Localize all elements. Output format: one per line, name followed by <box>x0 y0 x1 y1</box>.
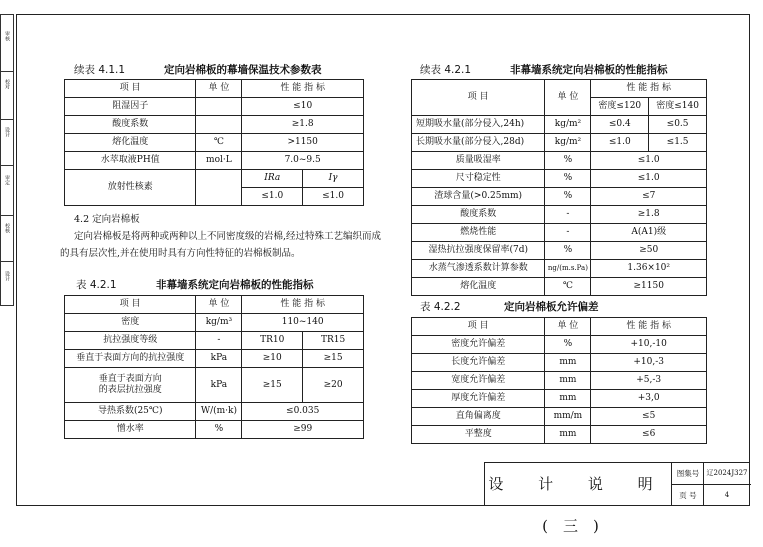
cell-value: ≤0.5 <box>649 116 707 134</box>
table-number: 续表 4.1.1 <box>74 64 126 76</box>
cell-unit: % <box>545 152 591 170</box>
cell-value: ≤1.0 <box>303 188 364 206</box>
strip-cell: 设计 <box>4 127 10 137</box>
table-411 <box>64 79 364 206</box>
cell-unit: kg/m² <box>545 134 591 152</box>
paragraph-line: 定向岩棉板是将两种或两种以上不同密度级的岩棉,经过特殊工艺编织而成 <box>74 231 382 242</box>
cell-item: 熔化温度 <box>65 134 196 152</box>
cell-value: +3,0 <box>591 390 707 408</box>
cell-unit: mm/m <box>545 408 591 426</box>
cell-value: TR10 <box>242 332 303 350</box>
cell-item: 酸度系数 <box>65 116 196 134</box>
cell-item: 密度 <box>65 314 196 332</box>
drawing-title: 设 计 说 明 (三) <box>485 463 672 505</box>
table-number: 续表 4.2.1 <box>420 64 472 76</box>
cell-unit <box>196 98 242 116</box>
cell-value: ≥1.8 <box>591 206 707 224</box>
table-caption: 定向岩棉板的幕墙保温技术参数表 <box>164 64 322 76</box>
cell-value: ≤1.0 <box>591 170 707 188</box>
page-number-label: 页 号 <box>673 485 704 506</box>
table-row <box>65 403 364 421</box>
table-422 <box>411 317 707 444</box>
table-row <box>65 314 364 332</box>
table-number: 表 4.2.1 <box>76 279 117 291</box>
cell-unit: ℃ <box>545 278 591 296</box>
cell-unit: % <box>545 170 591 188</box>
cell-unit: ℃ <box>196 134 242 152</box>
cell-value: ≤0.4 <box>591 116 649 134</box>
cell-value: TR15 <box>303 332 364 350</box>
cell-item: 质量吸湿率 <box>412 152 545 170</box>
table-row <box>65 332 364 350</box>
cell-value: ≥10 <box>242 350 303 368</box>
table-421-cont-title <box>420 62 668 77</box>
table-row <box>65 170 364 188</box>
cell-unit: mol·L <box>196 152 242 170</box>
header-cell: 单 位 <box>196 80 242 98</box>
cell-value: 7.0~9.5 <box>242 152 364 170</box>
strip-cell: 校对 <box>4 79 10 89</box>
cell-unit: kPa <box>196 350 242 368</box>
cell-item: 憎水率 <box>65 421 196 439</box>
cell-value: +10,-3 <box>591 354 707 372</box>
table-row <box>65 116 364 134</box>
strip-cell: 审核 <box>4 31 10 41</box>
cell-item: 湿热抗拉强度保留率(7d) <box>412 242 545 260</box>
table-row <box>412 426 707 444</box>
cell-unit: mm <box>545 390 591 408</box>
table-caption: 非幕墙系统定向岩棉板的性能指标 <box>156 279 314 291</box>
cell-value: >1150 <box>242 134 364 152</box>
cell-subheader: IRa <box>242 170 303 188</box>
cell-item: 密度允许偏差 <box>412 336 545 354</box>
cell-value: ≥99 <box>242 421 364 439</box>
cell-item: 厚度允许偏差 <box>412 390 545 408</box>
header-cell: 性 能 指 标 <box>242 296 364 314</box>
cell-unit: ng/(m.s.Pa) <box>545 260 591 278</box>
cell-unit: % <box>196 421 242 439</box>
cell-value: ≥1150 <box>591 278 707 296</box>
table-caption: 非幕墙系统定向岩棉板的性能指标 <box>510 64 668 76</box>
cell-value: 1.36×10² <box>591 260 707 278</box>
cell-value: ≤1.0 <box>591 134 649 152</box>
paragraph-line: 的具有层次性,并在使用时具有方向性特征的岩棉板制品。 <box>60 248 301 259</box>
table-422-title <box>420 299 599 314</box>
cell-value: ≥15 <box>242 368 303 403</box>
header-cell: 项 目 <box>65 80 196 98</box>
cell-item: 平整度 <box>412 426 545 444</box>
table-row <box>412 390 707 408</box>
table-row <box>412 260 707 278</box>
cell-item: 熔化温度 <box>412 278 545 296</box>
cell-value: ≥1.8 <box>242 116 364 134</box>
header-cell: 性 能 指 标 <box>591 80 707 98</box>
subheader-cell: 密度≤120 <box>591 98 649 116</box>
table-row <box>412 372 707 390</box>
strip-cell: 审定 <box>4 175 10 185</box>
cell-value: A(A1)级 <box>591 224 707 242</box>
header-cell: 项 目 <box>65 296 196 314</box>
table-row <box>412 354 707 372</box>
table-row <box>412 278 707 296</box>
cell-value: +10,-10 <box>591 336 707 354</box>
cell-item: 尺寸稳定性 <box>412 170 545 188</box>
cell-value: ≤1.0 <box>591 152 707 170</box>
cell-item: 直角偏离度 <box>412 408 545 426</box>
cell-item: 水蒸气渗透系数计算参数 <box>412 260 545 278</box>
cell-item: 导热系数(25℃) <box>65 403 196 421</box>
cell-value: ≤1.5 <box>649 134 707 152</box>
cell-unit: % <box>545 336 591 354</box>
cell-unit: - <box>545 206 591 224</box>
cell-item-line: 垂直于表面方向 <box>98 374 162 384</box>
subheader-cell: 密度≤140 <box>649 98 707 116</box>
header-cell: 性 能 指 标 <box>242 80 364 98</box>
page-number: 4 <box>724 491 730 499</box>
left-signature-strip <box>0 14 14 306</box>
cell-value: 110~140 <box>242 314 364 332</box>
table-row <box>412 224 707 242</box>
cell-unit: mm <box>545 372 591 390</box>
atlas-number: 辽2024J327 <box>706 469 748 477</box>
table-header-row <box>65 80 364 98</box>
table-row <box>65 368 364 403</box>
cell-unit <box>196 116 242 134</box>
cell-value: ≤6 <box>591 426 707 444</box>
cell-item <box>65 368 196 403</box>
table-row <box>412 408 707 426</box>
table-411-title <box>74 62 322 77</box>
cell-item: 渣球含量(>0.25mm) <box>412 188 545 206</box>
cell-value: ≤1.0 <box>242 188 303 206</box>
cell-subheader: Iγ <box>303 170 364 188</box>
table-row <box>412 116 707 134</box>
cell-unit: W/(m·k) <box>196 403 242 421</box>
table-row <box>412 336 707 354</box>
table-caption: 定向岩棉板允许偏差 <box>504 301 599 313</box>
table-row <box>65 98 364 116</box>
cell-item: 水萃取液PH值 <box>65 152 196 170</box>
cell-unit: % <box>545 242 591 260</box>
title-block <box>484 462 750 535</box>
header-cell: 单 位 <box>196 296 242 314</box>
strip-cell: 设计 <box>4 271 10 281</box>
cell-item: 短期吸水量(部分侵入,24h) <box>412 116 545 134</box>
cell-value: ≤0.035 <box>242 403 364 421</box>
cell-item: 酸度系数 <box>412 206 545 224</box>
cell-item: 阻湿因子 <box>65 98 196 116</box>
table-row <box>412 152 707 170</box>
cell-value: ≤7 <box>591 188 707 206</box>
cell-item: 燃烧性能 <box>412 224 545 242</box>
table-row <box>412 242 707 260</box>
section-heading: 4.2 定向岩棉板 <box>74 214 140 225</box>
table-number: 表 4.2.2 <box>420 301 461 313</box>
header-cell: 性 能 指 标 <box>591 318 707 336</box>
table-row <box>65 152 364 170</box>
cell-value: ≥15 <box>303 350 364 368</box>
cell-item: 长期吸水量(部分侵入,28d) <box>412 134 545 152</box>
table-row <box>412 188 707 206</box>
cell-item: 垂直于表面方向的抗拉强度 <box>65 350 196 368</box>
cell-value: +5,-3 <box>591 372 707 390</box>
header-cell: 单 位 <box>545 80 591 116</box>
table-header-row <box>412 318 707 336</box>
cell-item: 宽度允许偏差 <box>412 372 545 390</box>
table-row <box>65 350 364 368</box>
cell-unit: kPa <box>196 368 242 403</box>
cell-item: 长度允许偏差 <box>412 354 545 372</box>
table-421-title <box>76 277 314 292</box>
table-421-right <box>411 79 707 296</box>
cell-item: 抗拉强度等级 <box>65 332 196 350</box>
cell-unit: - <box>545 224 591 242</box>
table-row <box>412 170 707 188</box>
table-header-row <box>412 80 707 98</box>
cell-unit: - <box>196 332 242 350</box>
atlas-number-label: 图集号 <box>673 463 704 484</box>
table-row <box>412 206 707 224</box>
cell-value: ≤5 <box>591 408 707 426</box>
header-cell: 项 目 <box>412 318 545 336</box>
strip-cell: 校核 <box>4 223 10 233</box>
cell-item-line: 的表层抗拉强度 <box>98 385 162 395</box>
header-cell: 项 目 <box>412 80 545 116</box>
cell-unit <box>196 170 242 206</box>
cell-unit: kg/m³ <box>196 314 242 332</box>
cell-item: 放射性核素 <box>65 170 196 206</box>
cell-unit: mm <box>545 426 591 444</box>
cell-value: ≤10 <box>242 98 364 116</box>
table-header-row <box>65 296 364 314</box>
table-row <box>65 134 364 152</box>
header-cell: 单 位 <box>545 318 591 336</box>
cell-value: ≥20 <box>303 368 364 403</box>
cell-value: ≥50 <box>591 242 707 260</box>
table-421-left <box>64 295 364 439</box>
cell-unit: % <box>545 188 591 206</box>
table-row <box>65 421 364 439</box>
cell-unit: kg/m² <box>545 116 591 134</box>
table-row <box>412 134 707 152</box>
cell-unit: mm <box>545 354 591 372</box>
